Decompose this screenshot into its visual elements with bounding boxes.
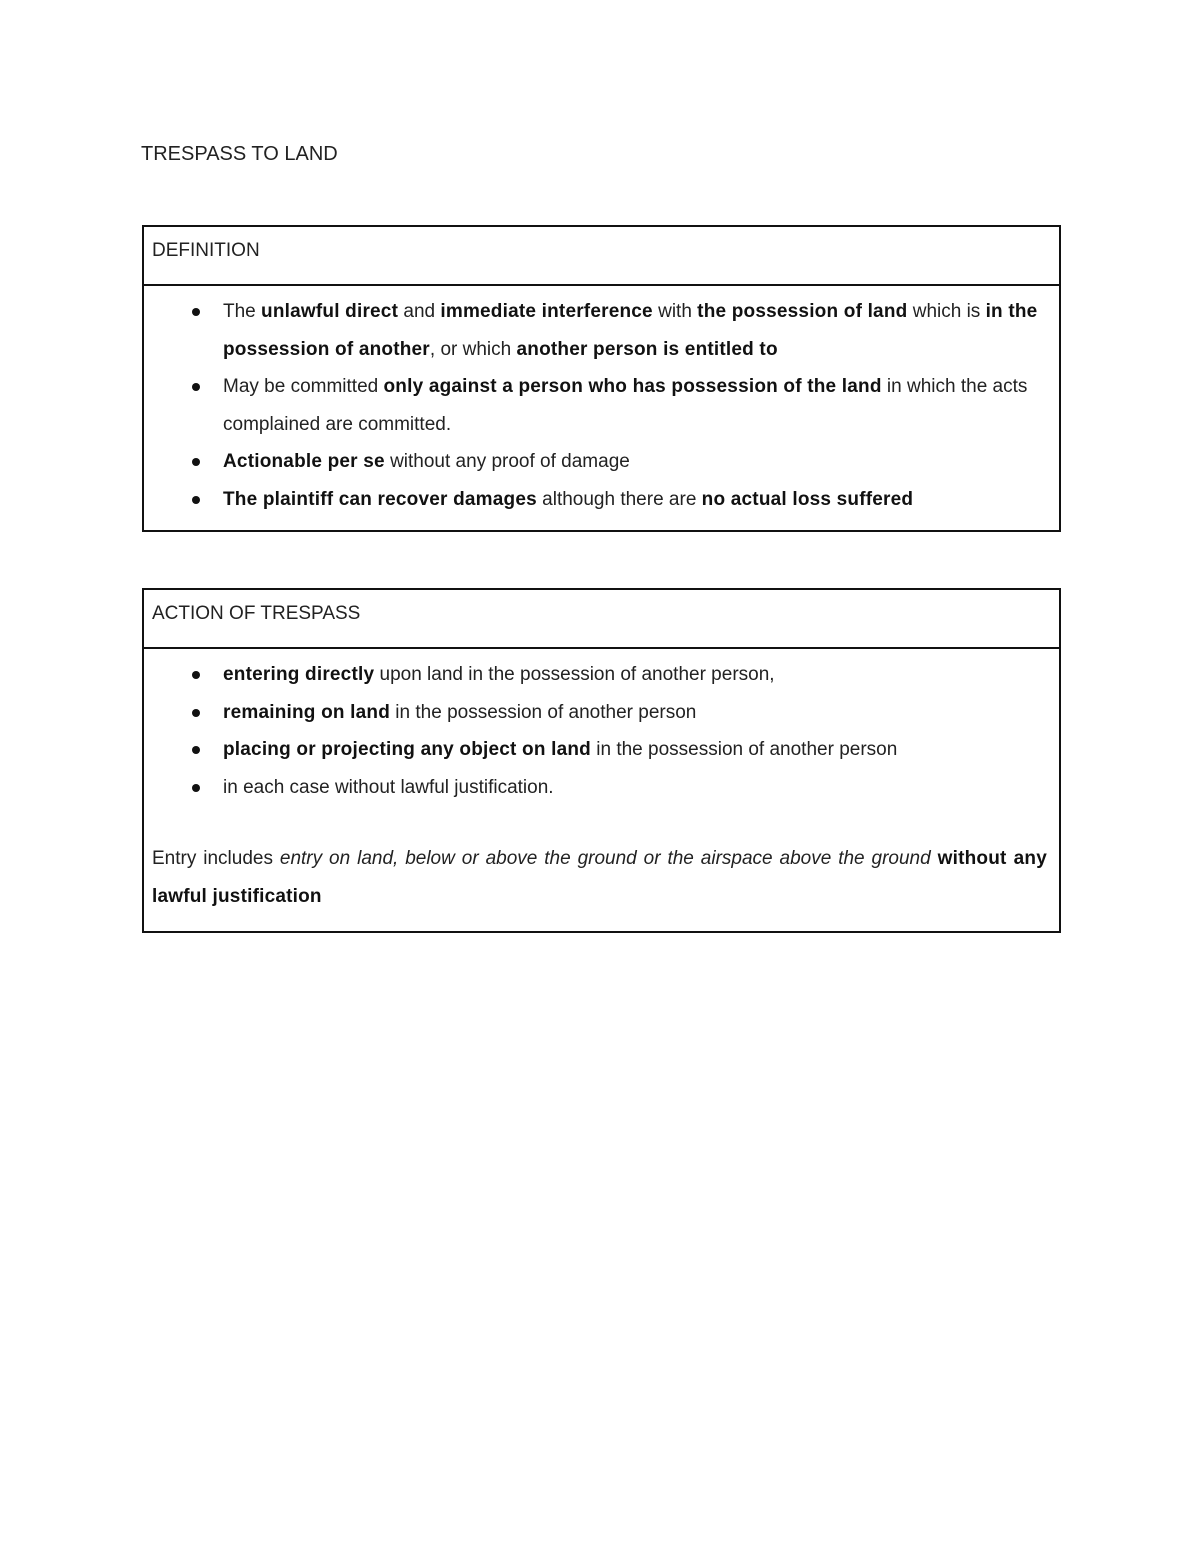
bullet-icon <box>192 496 200 504</box>
action-list <box>152 656 1047 806</box>
bullet-icon <box>192 746 200 754</box>
list-item: remaining on land in the possession of another person <box>152 694 1047 732</box>
definition-body <box>144 286 1059 518</box>
list-item: May be committed only against a person who has possession of the land in which the acts complained are committed. <box>152 368 1047 443</box>
list-item: Actionable per se without any proof of damage <box>152 443 1047 481</box>
list-item: in each case without lawful justification. <box>152 769 1047 807</box>
list-item: placing or projecting any object on land in the possession of another person <box>152 731 1047 769</box>
definition-box <box>142 225 1061 532</box>
page-title: TRESPASS TO LAND <box>141 143 338 165</box>
action-body <box>144 649 1059 915</box>
bullet-icon <box>192 671 200 679</box>
list-item: entering directly upon land in the possession of another person, <box>152 656 1047 694</box>
action-heading: ACTION OF TRESPASS <box>144 590 1059 649</box>
definition-list <box>152 293 1047 518</box>
bullet-icon <box>192 308 200 316</box>
entry-note: Entry includes entry on land, below or above the ground or the airspace above the ground without any lawful justification <box>152 848 1048 907</box>
bullet-icon <box>192 458 200 466</box>
list-item: The unlawful direct and immediate interference with the possession of land which is in the possession of another, or which another person is entitled to <box>152 293 1047 368</box>
bullet-icon <box>192 383 200 391</box>
list-item: The plaintiff can recover damages although there are no actual loss suffered <box>152 481 1047 519</box>
bullet-icon <box>192 709 200 717</box>
action-box <box>142 588 1061 933</box>
definition-heading: DEFINITION <box>144 227 1059 286</box>
bullet-icon <box>192 784 200 792</box>
